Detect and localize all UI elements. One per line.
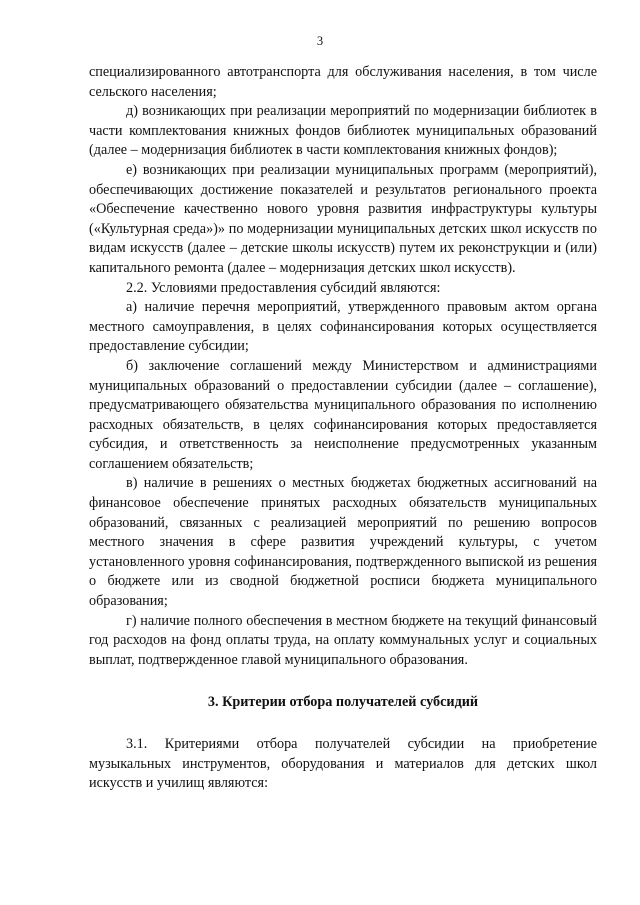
paragraph-condition-a: а) наличие перечня мероприятий, утвержденного правовым актом органа местного самоуправления, в целях софинансирования которых осуществляется предоставление субсидии; (89, 299, 597, 355)
paragraph-condition-b: б) заключение соглашений между Министерством и администрациями муниципальных образований о предоставлении субсидии (далее – соглашение), предусматривающего обязательства муниципального образования по исполнению расходных обязательств, в целях софинансирования которых предоставляется субсидия, и ответственность за неисполнение предусмотренных указанным соглашением обязательств; (89, 357, 597, 472)
section-heading: 3. Критерии отбора получателей субсидий (207, 694, 479, 711)
document-body (89, 63, 597, 794)
paragraph-condition-g: г) наличие полного обеспечения в местном бюджете на текущий финансовый год расходов на фонд оплаты труда, на оплату коммунальных услуг и социальных выплат, подтвержденное главой муниципального образования. (89, 612, 597, 668)
paragraph-continuation: специализированного автотранспорта для обслуживания населения, в том числе сельского населения; (89, 64, 597, 100)
paragraph-selection-criteria: 3.1. Критериями отбора получателей субсидии на приобретение музыкальных инструментов, оборудования и материалов для детских школ искусств и училищ являются: (89, 736, 597, 792)
paragraph-subsidy-conditions: 2.2. Условиями предоставления субсидий являются: (126, 279, 441, 296)
paragraph-item-d: д) возникающих при реализации мероприятий по модернизации библиотек в части комплектования книжных фондов библиотек муниципальных образований (далее – модернизация библиотек в части комплектования книжных фондов); (89, 103, 597, 159)
paragraph-item-e: е) возникающих при реализации муниципальных программ (мероприятий), обеспечивающих достижение показателей и результатов регионального проекта «Обеспечение качественно нового уровня развития инфраструктуры культуры («Культурная среда»)» по модернизации муниципальных детских школ искусств по видам искусств (далее – детские школы искусств) путем их реконструкции и (или) капитального ремонта (далее – модернизация детских школ искусств). (89, 161, 597, 276)
page-number: 3 (316, 34, 324, 48)
paragraph-condition-v: в) наличие в решениях о местных бюджетах бюджетных ассигнований на финансовое обеспечение принятых расходных обязательств муниципальных образований, связанных с реализацией мероприятий по решению вопросов местного значения в сфере развития учреждений культуры, с учетом установленного уровня софинансирования, подтвержденного выпиской из решения о бюджете или из сводной бюджетной росписи бюджета муниципального образования; (89, 475, 597, 610)
